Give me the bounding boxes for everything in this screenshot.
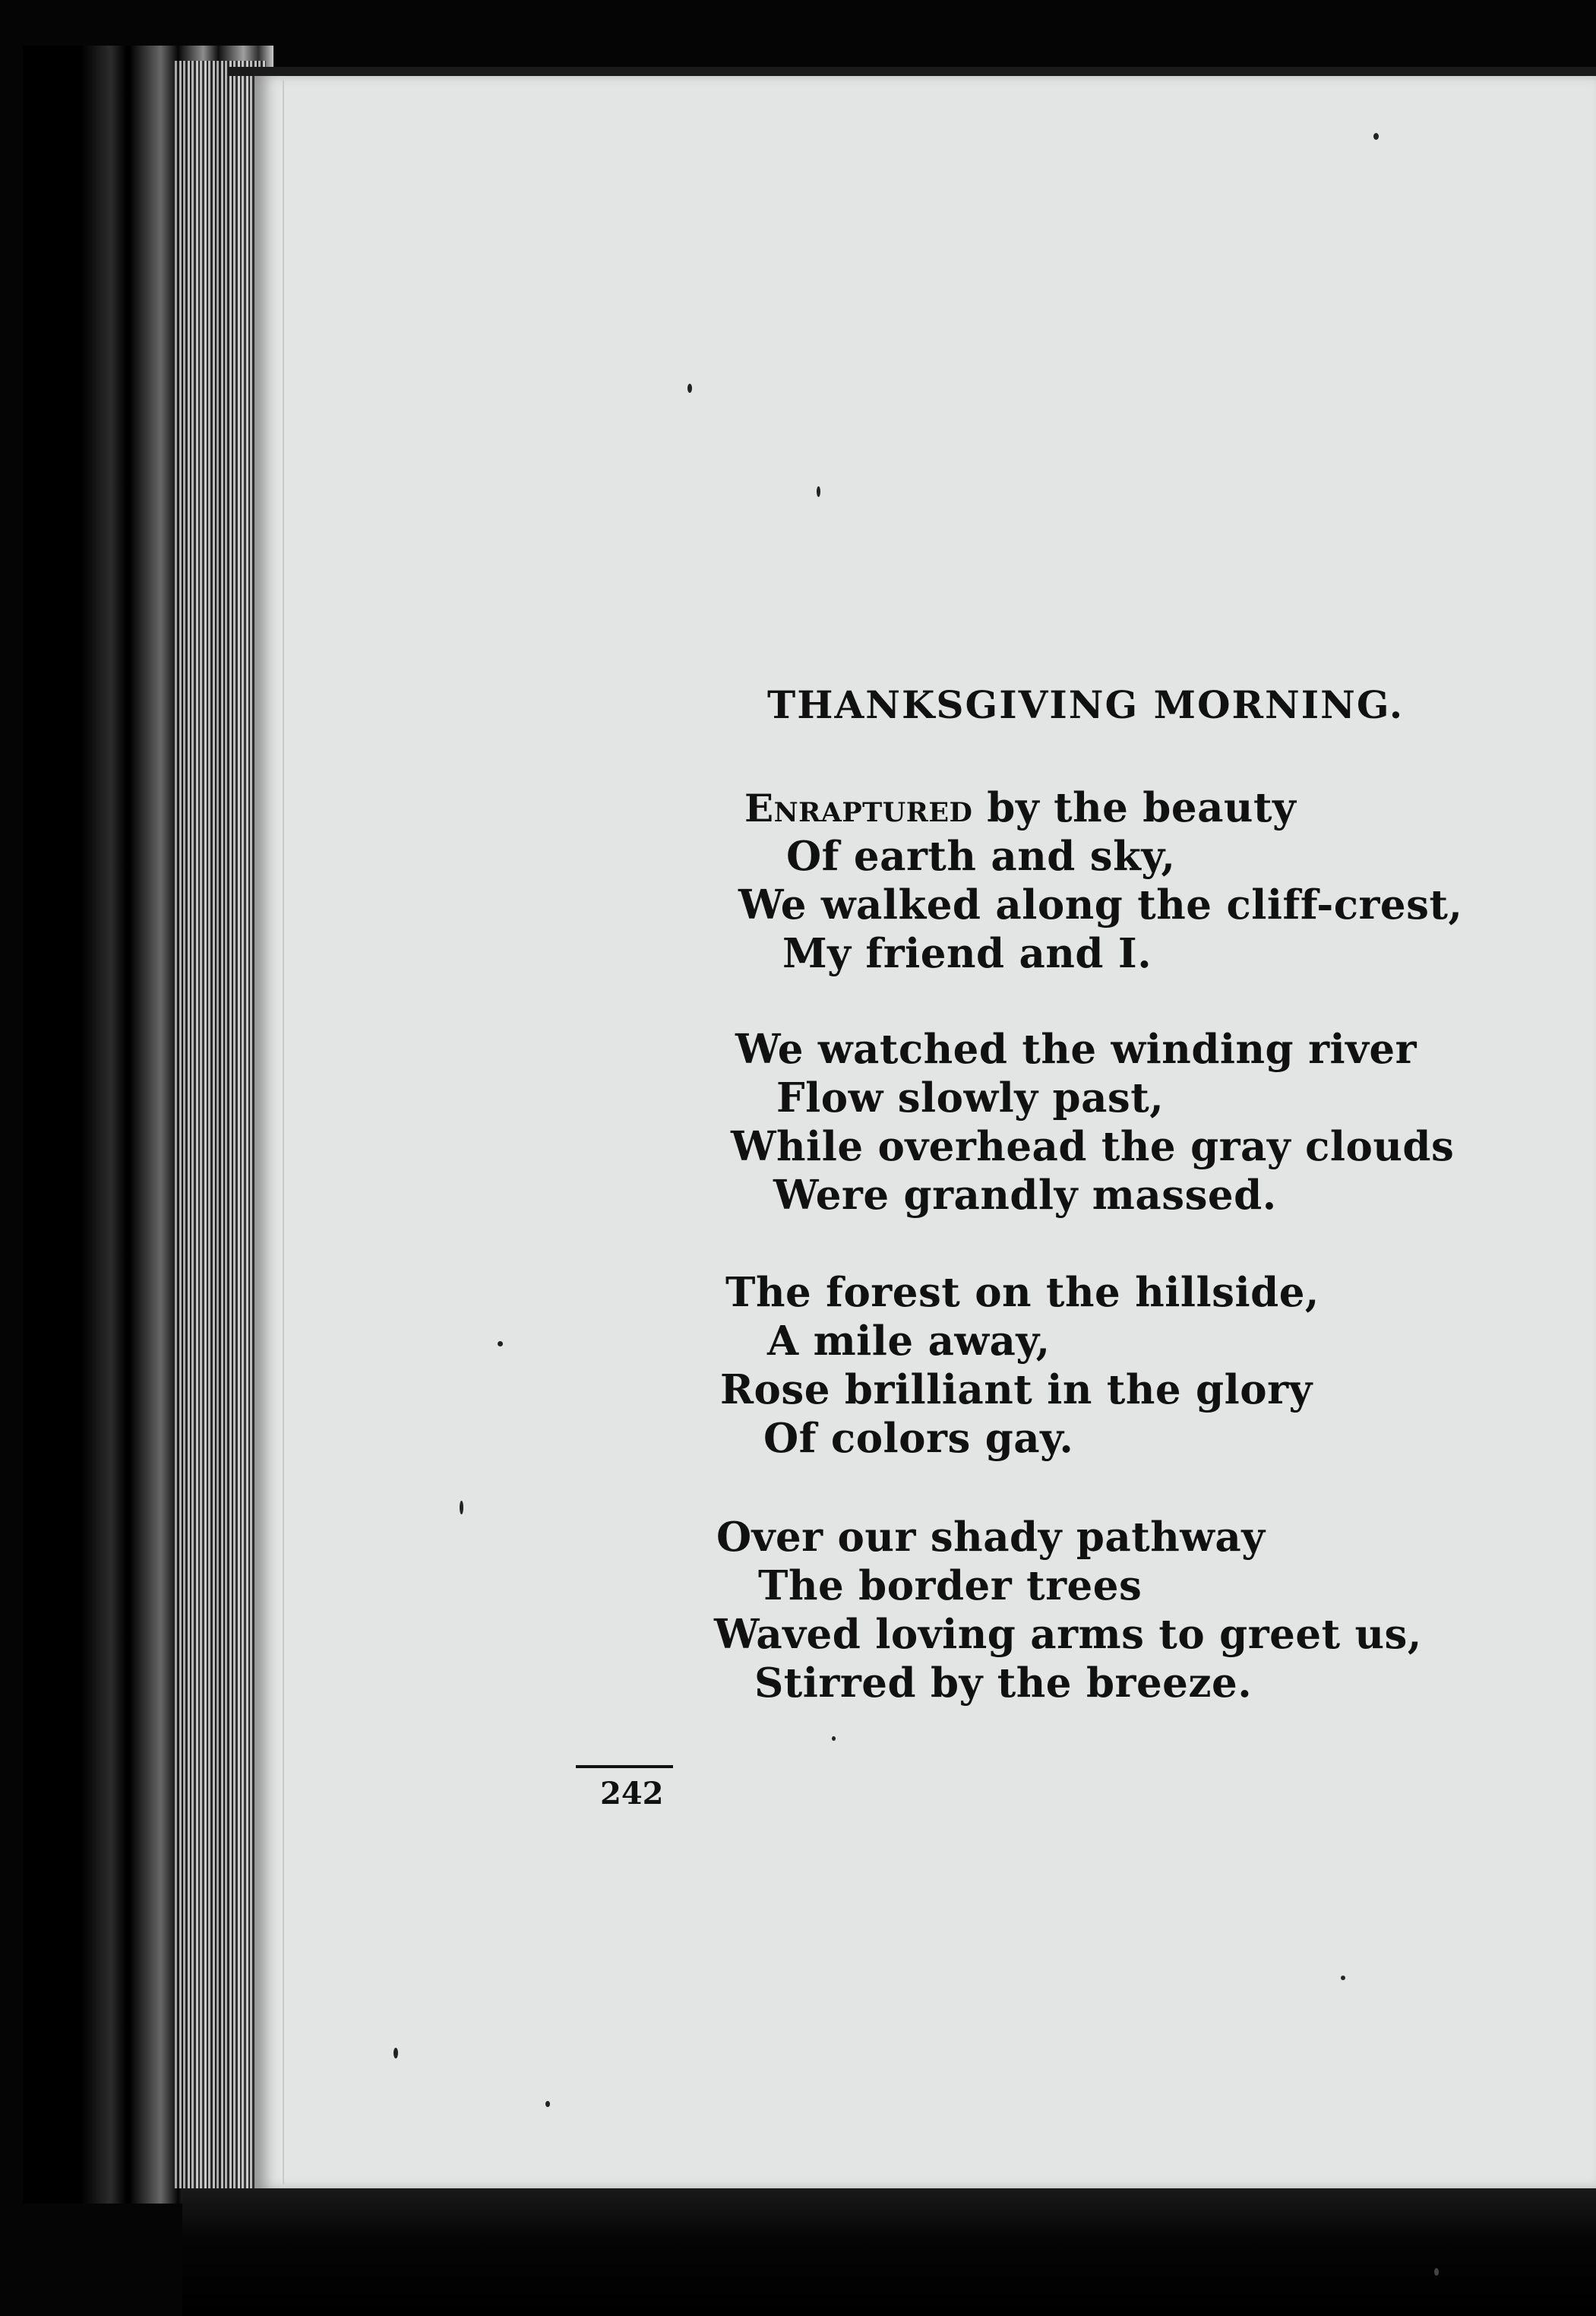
poem-line: My friend and I. (782, 930, 1152, 977)
poem-line: Rose brilliant in the glory (720, 1366, 1313, 1413)
page-number: 242 (600, 1776, 664, 1811)
poem-line: While overhead the gray clouds (731, 1123, 1455, 1170)
poem-line: Stirred by the breeze. (754, 1659, 1253, 1707)
page-number-rule (576, 1765, 673, 1768)
poem-line: A mile away, (767, 1318, 1051, 1365)
poem-line: Of colors gay. (763, 1415, 1074, 1462)
first-word: Enraptured (744, 786, 973, 831)
poem-line: Were grandly massed. (773, 1172, 1277, 1219)
poem-line: Waved loving arms to greet us, (714, 1611, 1422, 1658)
poem-line: Over our shady pathway (716, 1514, 1266, 1561)
poem-line: The border trees (758, 1562, 1142, 1609)
poem-line: The forest on the hillside, (725, 1269, 1319, 1316)
poem-line: We walked along the cliff-crest, (738, 881, 1463, 929)
poem-line (744, 784, 1296, 831)
poem-line: Flow slowly past, (776, 1074, 1165, 1122)
poem-line: We watched the winding river (735, 1026, 1417, 1073)
poem-title: THANKSGIVING MORNING. (767, 682, 1405, 727)
line-rest: by the beauty (972, 784, 1297, 831)
poem-line: Of earth and sky, (786, 833, 1176, 880)
